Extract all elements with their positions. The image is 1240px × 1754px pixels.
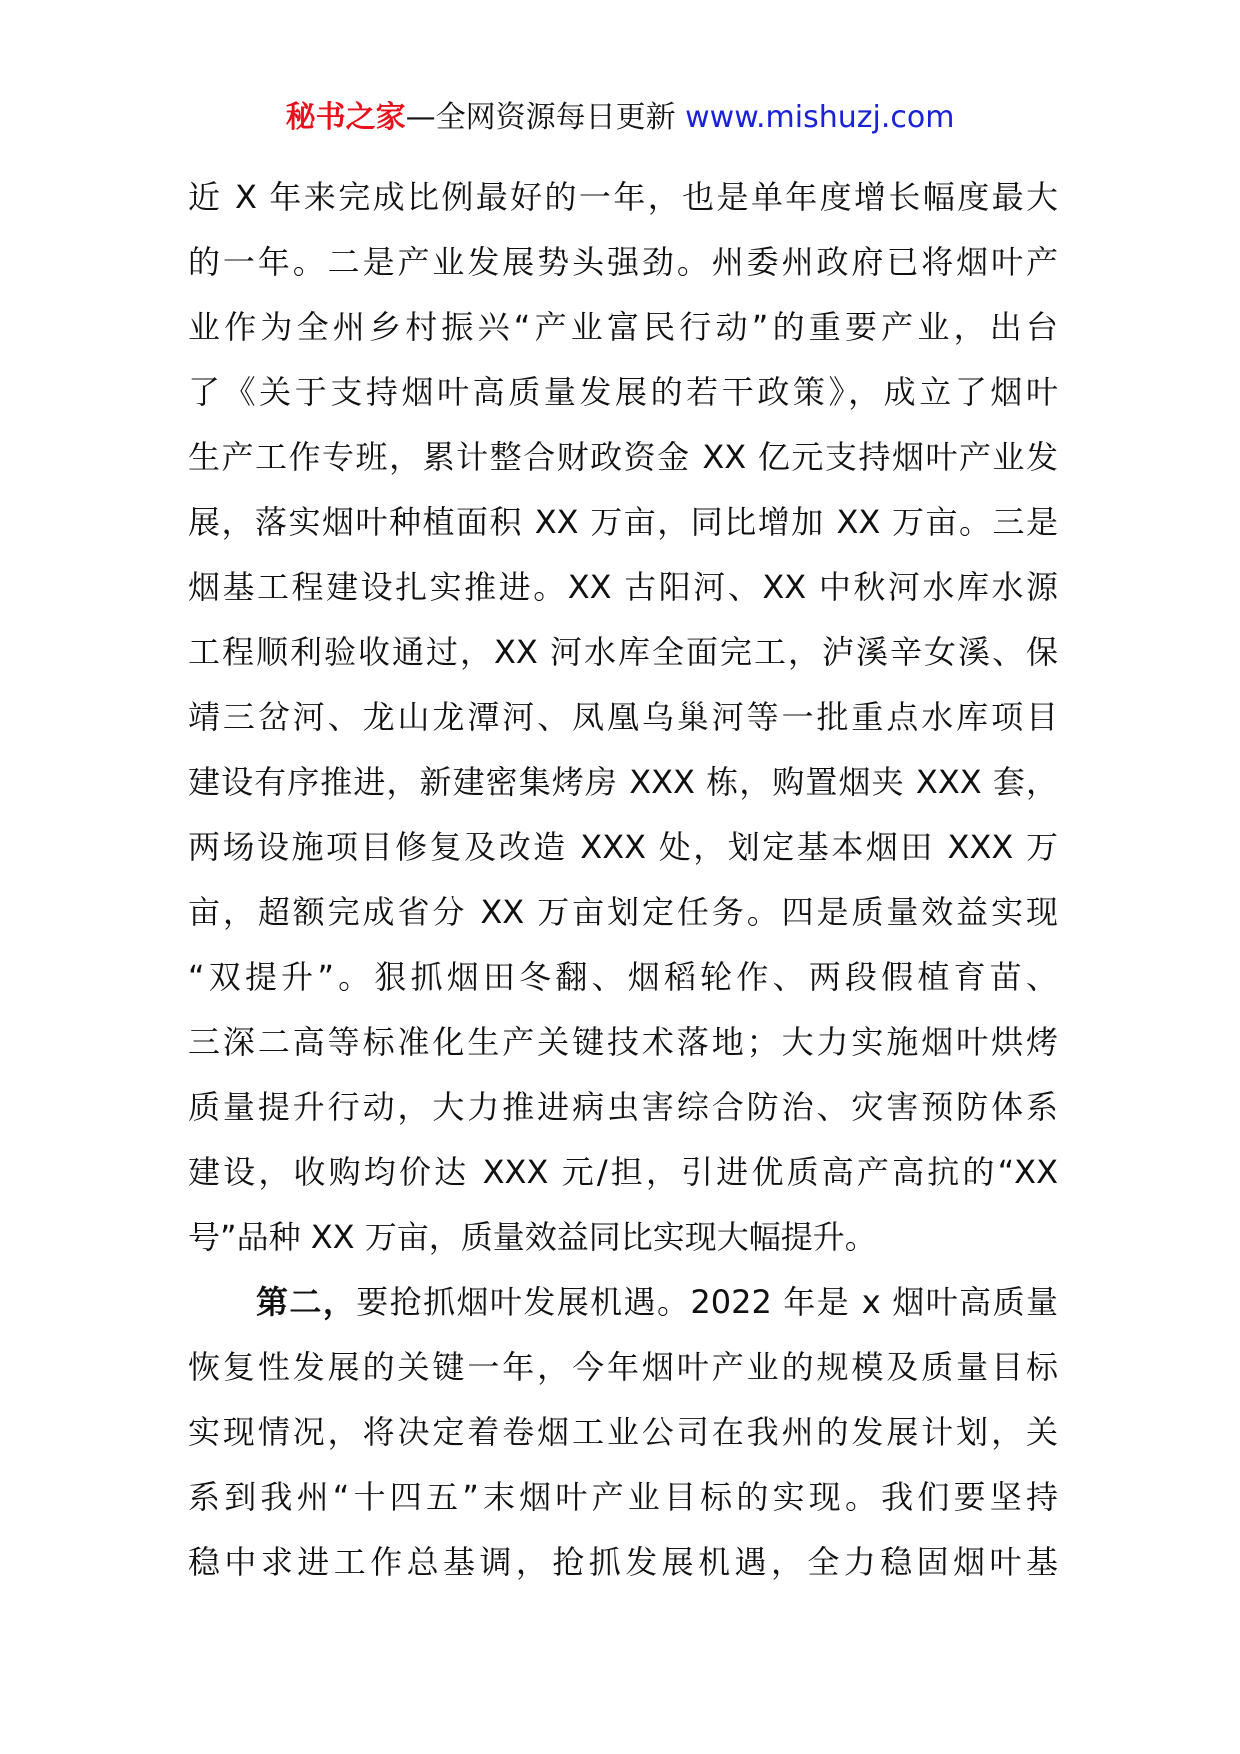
text-line: 稳中求进工作总基调，抢抓发展机遇，全力稳固烟叶基 (188, 1543, 1058, 1581)
text-line: “双提升”。狠抓烟田冬翻、烟稻轮作、两段假植育苗、 (188, 958, 1058, 996)
paragraph-text: 要抢抓烟叶发展机遇。2022 年是 x 烟叶高质量 (356, 1283, 1058, 1321)
text-line: 系到我州“十四五”末烟叶产业目标的实现。我们要坚持 (188, 1478, 1058, 1516)
document-body (188, 165, 1058, 1595)
text-line: 亩，超额完成省分 XX 万亩划定任务。四是质量效益实现 (188, 893, 1058, 931)
text-line: 靖三岔河、龙山龙潭河、凤凰乌巢河等一批重点水库项目 (188, 698, 1058, 736)
text-line: 工程顺利验收通过，XX 河水库全面完工，泸溪辛女溪、保 (188, 633, 1058, 671)
paragraph-2-first-line (188, 1270, 1058, 1335)
text-line: 生产工作专班，累计整合财政资金 XX 亿元支持烟叶产业发 (188, 438, 1058, 476)
text-line: 建设，收购均价达 XXX 元/担，引进优质高产高抗的“XX (188, 1153, 1058, 1191)
text-line: 了《关于支持烟叶高质量发展的若干政策》，成立了烟叶 (188, 373, 1058, 411)
text-line: 两场设施项目修复及改造 XXX 处，划定基本烟田 XXX 万 (188, 828, 1058, 866)
text-line: 三深二高等标准化生产关键技术落地；大力实施烟叶烘烤 (188, 1023, 1058, 1061)
brand-tagline: —全网资源每日更新 (405, 100, 686, 135)
text-line: 的一年。二是产业发展势头强劲。州委州政府已将烟叶产 (188, 243, 1058, 281)
text-line: 烟基工程建设扎实推进。XX 古阳河、XX 中秋河水库水源 (188, 568, 1058, 606)
text-line: 号”品种 XX 万亩，质量效益同比实现大幅提升。 (188, 1218, 877, 1256)
text-line: 质量提升行动，大力推进病虫害综合防治、灾害预防体系 (188, 1088, 1058, 1126)
brand-name: 秘书之家 (285, 100, 406, 135)
site-banner (0, 98, 1240, 138)
paragraph-lead: 第二， (256, 1283, 357, 1321)
text-line: 实现情况，将决定着卷烟工业公司在我州的发展计划，关 (188, 1413, 1058, 1451)
text-line: 建设有序推进，新建密集烤房 XXX 栋，购置烟夹 XXX 套， (188, 763, 1058, 801)
text-line: 业作为全州乡村振兴“产业富民行动”的重要产业，出台 (188, 308, 1058, 346)
text-line: 恢复性发展的关键一年，今年烟叶产业的规模及质量目标 (188, 1348, 1058, 1386)
text-line: 近 X 年来完成比例最好的一年，也是单年度增长幅度最大 (188, 178, 1058, 216)
site-url-link[interactable]: www.mishuzj.com (685, 100, 955, 135)
text-line: 展，落实烟叶种植面积 XX 万亩，同比增加 XX 万亩。三是 (188, 503, 1058, 541)
